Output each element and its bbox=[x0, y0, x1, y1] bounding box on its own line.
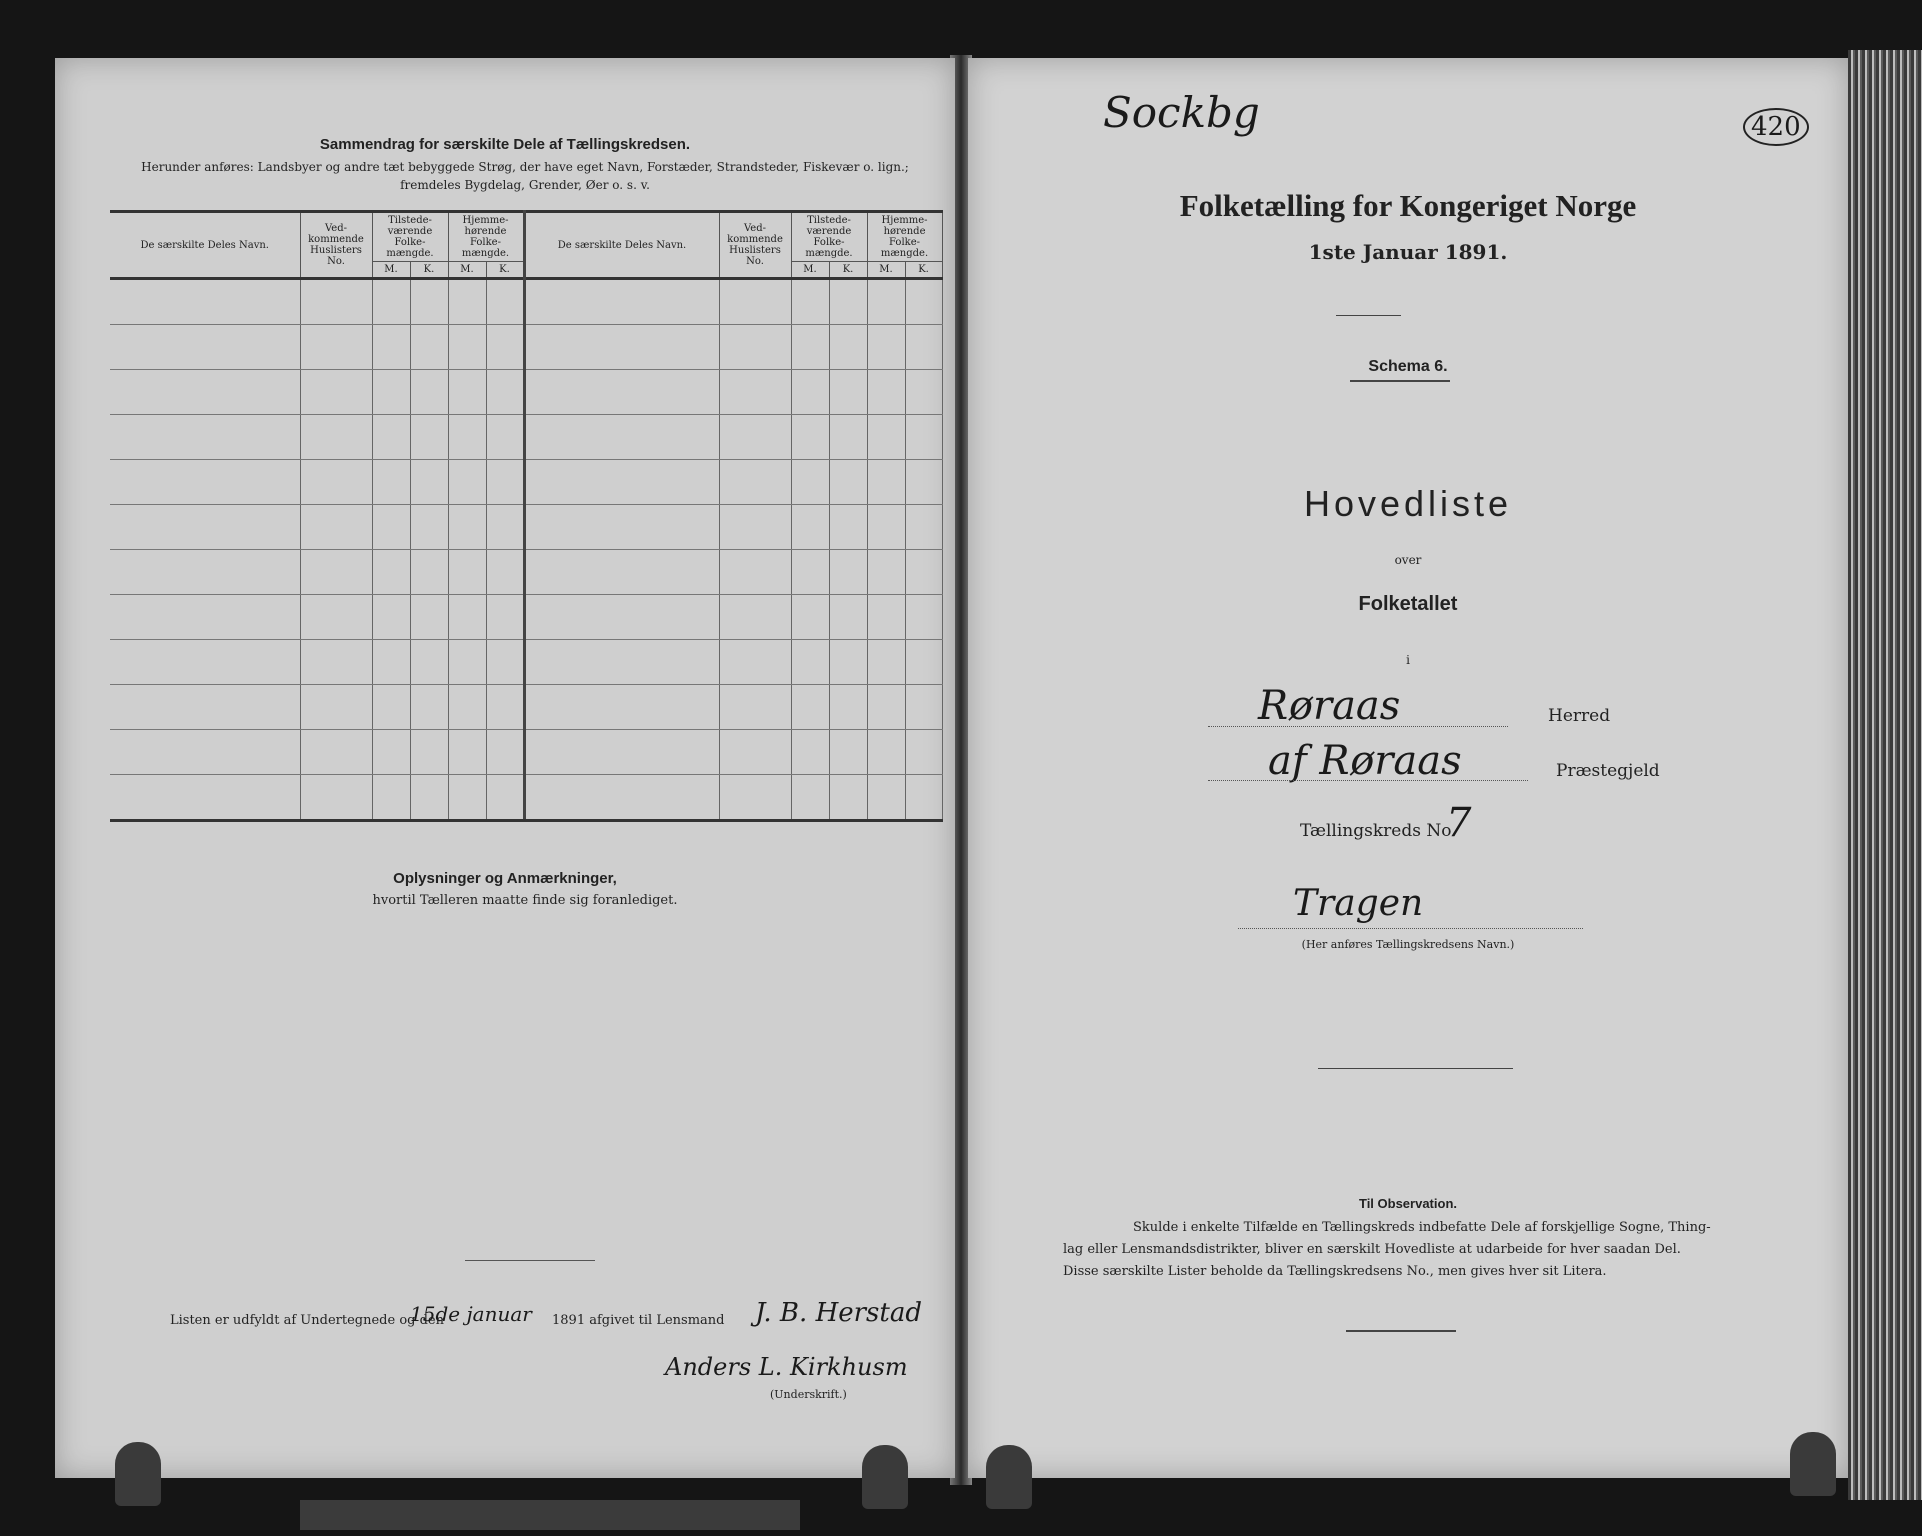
table-cell bbox=[300, 595, 372, 640]
table-cell bbox=[867, 415, 905, 460]
book-clasp-right bbox=[1790, 1432, 1836, 1496]
table-cell bbox=[829, 325, 867, 370]
table-cell bbox=[867, 370, 905, 415]
observation-line3: Disse særskilte Lister beholde da Tællingskredsens No., men gives hver sit Litera. bbox=[1063, 1264, 1607, 1279]
table-cell bbox=[448, 279, 486, 325]
table-row bbox=[110, 595, 942, 640]
table-cell bbox=[410, 415, 448, 460]
header-k: K. bbox=[486, 262, 524, 279]
table-cell bbox=[791, 460, 829, 505]
table-cell bbox=[905, 370, 942, 415]
table-cell bbox=[791, 685, 829, 730]
table-row bbox=[110, 685, 942, 730]
table-cell bbox=[905, 595, 942, 640]
table-cell bbox=[791, 279, 829, 325]
summary-table bbox=[110, 210, 943, 822]
table-cell bbox=[372, 325, 410, 370]
table-cell bbox=[448, 460, 486, 505]
kreds-name-line bbox=[1238, 928, 1583, 929]
table-cell bbox=[524, 550, 719, 595]
table-cell bbox=[829, 370, 867, 415]
table-cell bbox=[110, 370, 300, 415]
table-cell bbox=[448, 685, 486, 730]
divider bbox=[1318, 1068, 1513, 1069]
header-list-no: Ved-kommende Huslisters No. bbox=[300, 212, 372, 279]
table-cell bbox=[867, 325, 905, 370]
table-cell bbox=[486, 775, 524, 821]
table-cell bbox=[448, 640, 486, 685]
table-cell bbox=[486, 370, 524, 415]
table-cell bbox=[829, 550, 867, 595]
book-clasp-center-left bbox=[862, 1445, 908, 1509]
table-cell bbox=[829, 595, 867, 640]
book-clasp-left bbox=[115, 1442, 161, 1506]
table-cell bbox=[791, 775, 829, 821]
table-row bbox=[110, 550, 942, 595]
table-cell bbox=[110, 415, 300, 460]
table-cell bbox=[829, 730, 867, 775]
table-cell bbox=[829, 279, 867, 325]
table-cell bbox=[448, 595, 486, 640]
prestegjeld-value: af Røraas bbox=[1268, 738, 1462, 784]
table-cell bbox=[719, 730, 791, 775]
table-cell bbox=[448, 415, 486, 460]
herred-line bbox=[1208, 726, 1508, 727]
table-cell bbox=[905, 775, 942, 821]
table-cell bbox=[524, 730, 719, 775]
table-cell bbox=[524, 370, 719, 415]
page-number: 420 bbox=[1743, 108, 1809, 146]
lensmand-signature: J. B. Herstad bbox=[755, 1298, 922, 1328]
left-page bbox=[55, 58, 955, 1478]
table-cell bbox=[410, 370, 448, 415]
header-name-2: De særskilte Deles Navn. bbox=[524, 212, 719, 279]
divider bbox=[465, 1260, 595, 1261]
table-cell bbox=[372, 775, 410, 821]
bottom-strip bbox=[300, 1500, 800, 1530]
table-cell bbox=[372, 685, 410, 730]
table-cell bbox=[448, 325, 486, 370]
table-cell bbox=[791, 325, 829, 370]
herred-label: Herred bbox=[1548, 706, 1611, 726]
table-cell bbox=[410, 325, 448, 370]
table-cell bbox=[719, 775, 791, 821]
table-cell bbox=[791, 370, 829, 415]
prestegjeld-line bbox=[1208, 780, 1528, 781]
table-cell bbox=[867, 685, 905, 730]
table-cell bbox=[719, 325, 791, 370]
table-cell bbox=[300, 325, 372, 370]
table-cell bbox=[524, 505, 719, 550]
table-cell bbox=[829, 505, 867, 550]
table-cell bbox=[486, 415, 524, 460]
table-cell bbox=[524, 325, 719, 370]
subject-title: Folketallet bbox=[1358, 593, 1458, 615]
table-cell bbox=[791, 730, 829, 775]
table-row bbox=[110, 415, 942, 460]
book-page-edges bbox=[1848, 50, 1922, 1500]
signoff-date: 15de januar bbox=[410, 1302, 532, 1326]
remarks-subtitle: hvortil Tælleren maatte finde sig foranlediget. bbox=[372, 893, 678, 908]
prestegjeld-label: Præstegjeld bbox=[1556, 761, 1660, 781]
header-resident-2: Hjemme-hørende Folke-mængde. bbox=[867, 212, 942, 262]
table-cell bbox=[486, 460, 524, 505]
table-cell bbox=[300, 415, 372, 460]
table-cell bbox=[486, 595, 524, 640]
table-row bbox=[110, 775, 942, 821]
table-cell bbox=[719, 550, 791, 595]
table-cell bbox=[524, 595, 719, 640]
table-cell bbox=[110, 325, 300, 370]
table-cell bbox=[867, 505, 905, 550]
table-cell bbox=[110, 550, 300, 595]
table-cell bbox=[372, 460, 410, 505]
main-title: Folketælling for Kongeriget Norge bbox=[1179, 188, 1637, 223]
table-cell bbox=[410, 460, 448, 505]
divider bbox=[1336, 315, 1401, 316]
table-cell bbox=[110, 685, 300, 730]
list-title: Hovedliste bbox=[1303, 483, 1513, 524]
table-cell bbox=[905, 550, 942, 595]
table-cell bbox=[372, 415, 410, 460]
table-row bbox=[110, 505, 942, 550]
table-cell bbox=[410, 550, 448, 595]
table-cell bbox=[448, 775, 486, 821]
table-cell bbox=[829, 415, 867, 460]
table-cell bbox=[372, 505, 410, 550]
i-label: i bbox=[1406, 653, 1410, 667]
table-cell bbox=[719, 279, 791, 325]
over-label: over bbox=[1394, 553, 1422, 567]
date-line: 1ste Januar 1891. bbox=[1308, 240, 1508, 264]
divider bbox=[1346, 1330, 1456, 1332]
header-k: K. bbox=[410, 262, 448, 279]
header-k: K. bbox=[829, 262, 867, 279]
remarks-title: Oplysninger og Anmærkninger, bbox=[393, 870, 617, 887]
table-cell bbox=[829, 775, 867, 821]
summary-intro-line1: Herunder anføres: Landsbyer og andre tæt bebyggede Strøg, der have eget Navn, Forstæder, Strandsteder, Fiskevær o. lign.; bbox=[141, 160, 909, 174]
table-cell bbox=[905, 415, 942, 460]
observation-line2: lag eller Lensmandsdistrikter, bliver en særskilt Hovedliste at udarbeide for hver saadan Del. bbox=[1063, 1242, 1681, 1257]
table-cell bbox=[110, 640, 300, 685]
table-cell bbox=[410, 640, 448, 685]
right-page bbox=[968, 58, 1848, 1478]
signature-caption: (Underskrift.) bbox=[770, 1388, 847, 1401]
table-cell bbox=[372, 279, 410, 325]
observation-title: Til Observation. bbox=[1358, 1196, 1457, 1211]
table-cell bbox=[867, 640, 905, 685]
header-present: Tilstede-værende Folke-mængde. bbox=[372, 212, 448, 262]
table-cell bbox=[719, 595, 791, 640]
schema-label: Schema 6. bbox=[1368, 358, 1448, 375]
table-cell bbox=[829, 460, 867, 505]
table-cell bbox=[905, 279, 942, 325]
table-cell bbox=[719, 370, 791, 415]
table-cell bbox=[524, 640, 719, 685]
table-cell bbox=[410, 279, 448, 325]
table-cell bbox=[372, 370, 410, 415]
table-cell bbox=[486, 550, 524, 595]
table-cell bbox=[110, 775, 300, 821]
observation-line1: Skulde i enkelte Tilfælde en Tællingskreds indbefatte Dele af forskjellige Sogne, Thing- bbox=[1133, 1220, 1711, 1235]
table-cell bbox=[372, 730, 410, 775]
kreds-value: 7 bbox=[1446, 800, 1472, 846]
table-cell bbox=[829, 685, 867, 730]
table-cell bbox=[486, 279, 524, 325]
table-cell bbox=[372, 550, 410, 595]
table-row bbox=[110, 279, 942, 325]
table-row bbox=[110, 730, 942, 775]
table-cell bbox=[867, 595, 905, 640]
table-cell bbox=[300, 370, 372, 415]
table-cell bbox=[410, 505, 448, 550]
table-cell bbox=[448, 370, 486, 415]
kreds-label: Tællingskreds No. bbox=[1300, 821, 1457, 841]
table-cell bbox=[110, 460, 300, 505]
table-cell bbox=[110, 505, 300, 550]
table-cell bbox=[524, 685, 719, 730]
table-cell bbox=[410, 775, 448, 821]
table-cell bbox=[524, 775, 719, 821]
table-cell bbox=[905, 640, 942, 685]
table-cell bbox=[372, 595, 410, 640]
table-row bbox=[110, 325, 942, 370]
table-cell bbox=[791, 640, 829, 685]
table-cell bbox=[524, 415, 719, 460]
table-cell bbox=[524, 279, 719, 325]
table-cell bbox=[719, 505, 791, 550]
table-cell bbox=[300, 460, 372, 505]
table-cell bbox=[300, 640, 372, 685]
table-cell bbox=[719, 415, 791, 460]
table-cell bbox=[867, 550, 905, 595]
signoff-year: 1891 afgivet til Lensmand bbox=[552, 1313, 725, 1328]
table-cell bbox=[719, 460, 791, 505]
header-m: M. bbox=[372, 262, 410, 279]
table-cell bbox=[905, 460, 942, 505]
table-cell bbox=[905, 730, 942, 775]
table-cell bbox=[486, 505, 524, 550]
table-cell bbox=[300, 505, 372, 550]
table-cell bbox=[867, 460, 905, 505]
table-cell bbox=[300, 279, 372, 325]
header-m: M. bbox=[791, 262, 829, 279]
table-cell bbox=[524, 460, 719, 505]
table-cell bbox=[829, 640, 867, 685]
counter-signature: Anders L. Kirkhusm bbox=[665, 1353, 908, 1381]
table-cell bbox=[486, 730, 524, 775]
table-cell bbox=[410, 685, 448, 730]
table-cell bbox=[486, 685, 524, 730]
table-cell bbox=[791, 595, 829, 640]
summary-title: Sammendrag for særskilte Dele af Tællingskredsen. bbox=[319, 136, 691, 153]
table-cell bbox=[791, 415, 829, 460]
table-cell bbox=[110, 279, 300, 325]
herred-value: Røraas bbox=[1258, 683, 1401, 729]
table-cell bbox=[791, 505, 829, 550]
book-clasp-center-right bbox=[986, 1445, 1032, 1509]
table-cell bbox=[905, 325, 942, 370]
table-cell bbox=[448, 730, 486, 775]
table-cell bbox=[867, 775, 905, 821]
table-cell bbox=[791, 550, 829, 595]
table-cell bbox=[719, 640, 791, 685]
header-k: K. bbox=[905, 262, 942, 279]
summary-intro-line2: fremdeles Bygdelag, Grender, Øer o. s. v. bbox=[400, 178, 650, 192]
table-row bbox=[110, 640, 942, 685]
signoff-prefix: Listen er udfyldt af Undertegnede og den bbox=[170, 1313, 444, 1328]
table-cell bbox=[372, 640, 410, 685]
header-resident: Hjemme-hørende Folke-mængde. bbox=[448, 212, 524, 262]
header-name: De særskilte Deles Navn. bbox=[110, 212, 300, 279]
table-cell bbox=[905, 505, 942, 550]
header-m: M. bbox=[867, 262, 905, 279]
table-cell bbox=[410, 730, 448, 775]
table-row bbox=[110, 370, 942, 415]
table-cell bbox=[110, 730, 300, 775]
kreds-name-value: Tragen bbox=[1293, 883, 1424, 924]
header-m: M. bbox=[448, 262, 486, 279]
table-cell bbox=[486, 640, 524, 685]
kreds-name-caption: (Her anføres Tællingskredsens Navn.) bbox=[1301, 938, 1515, 951]
corner-handwriting: Sockbg bbox=[1103, 88, 1260, 137]
header-list-no-2: Ved-kommende Huslisters No. bbox=[719, 212, 791, 279]
table-cell bbox=[300, 730, 372, 775]
table-cell bbox=[410, 595, 448, 640]
table-cell bbox=[448, 505, 486, 550]
header-present-2: Tilstede-værende Folke-mængde. bbox=[791, 212, 867, 262]
table-cell bbox=[867, 730, 905, 775]
schema-underline bbox=[1350, 380, 1450, 382]
table-cell bbox=[300, 550, 372, 595]
table-cell bbox=[300, 775, 372, 821]
table-cell bbox=[867, 279, 905, 325]
table-cell bbox=[486, 325, 524, 370]
table-cell bbox=[719, 685, 791, 730]
table-row bbox=[110, 460, 942, 505]
table-cell bbox=[905, 685, 942, 730]
table-cell bbox=[300, 685, 372, 730]
table-cell bbox=[448, 550, 486, 595]
table-cell bbox=[110, 595, 300, 640]
